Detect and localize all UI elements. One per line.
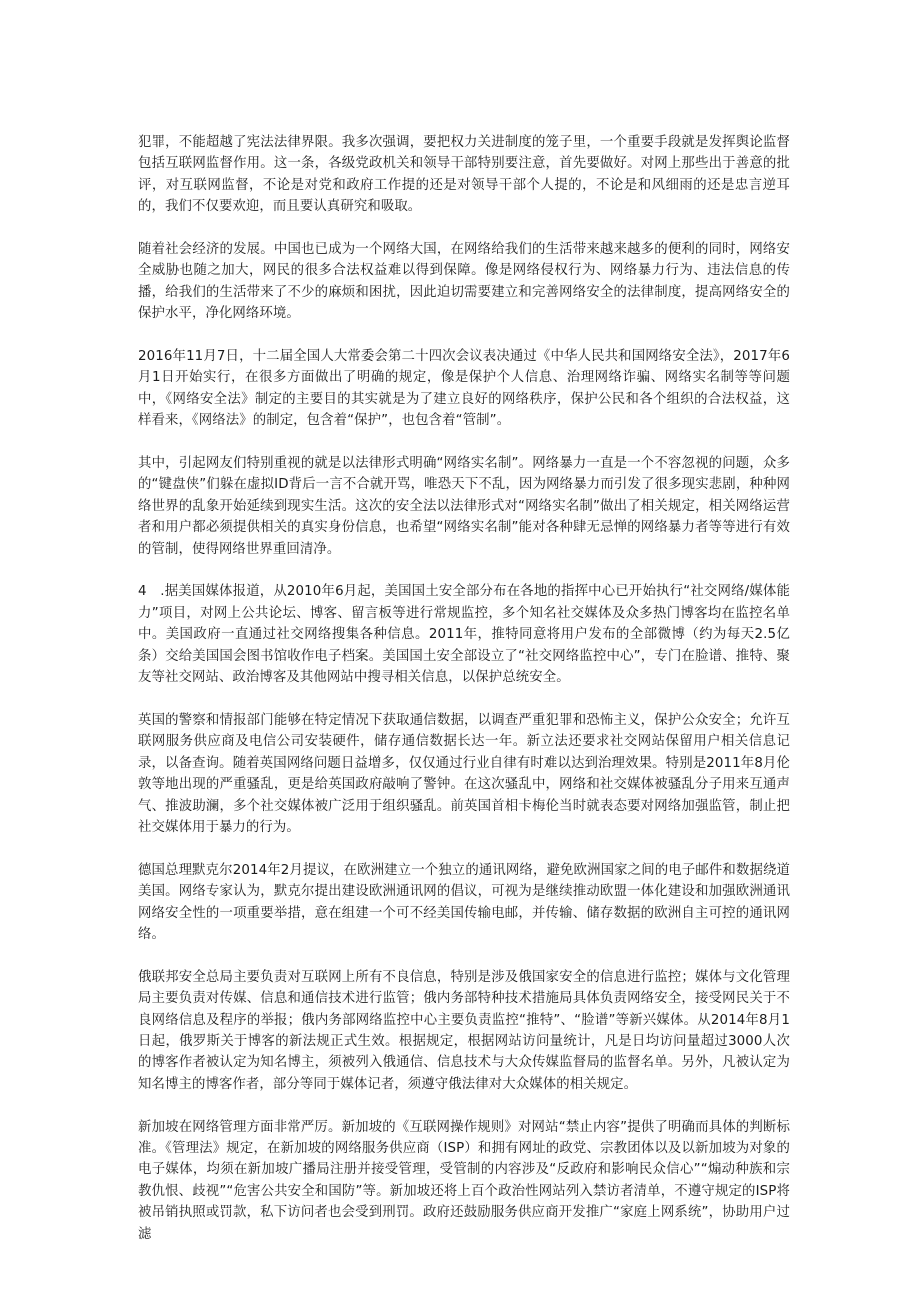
paragraph-2: 随着社会经济的发展。中国也已成为一个网络大国，在网络给我们的生活带来越来越多的便利的同时，网络安全威胁也随之加大，网民的很多合法权益难以得到保障。像是网络侵权行为、网络暴力行为、违法信息的传播，给我们的生活带来了不少的麻烦和困扰，因此迫切需要建立和完善网络安全的法律制度，提高网络安全的保护水平，净化网络环境。: [138, 242, 790, 322]
paragraph-7: 德国总理默克尔2014年2月提议，在欧洲建立一个独立的通讯网络，避免欧洲国家之间的电子邮件和数据绕道美国。网络专家认为，默克尔提出建设欧洲通讯网的倡议，可视为是继续推动欧盟一体化建设和加强欧洲通讯网络安全性的一项重要举措，意在组建一个可不经美国传输电邮，并传输、储存数据的欧洲自主可控的通讯网络。: [138, 862, 790, 942]
paragraph-8: 俄联邦安全总局主要负责对互联网上所有不良信息，特别是涉及俄国家安全的信息进行监控；媒体与文化管理局主要负责对传媒、信息和通信技术进行监管；俄内务部特种技术措施局具体负责网络安全，接受网民关于不良网络信息及程序的举报；俄内务部网络监控中心主要负责监控“推特”、“脸谱”等新兴媒体。从2014年8月1日起，俄罗斯关于博客的新法规正式生效。根据规定，根据网站访问量统计，凡是日均访问量超过3000人次的博客作者被认定为知名博主，须被列入俄通信、信息技术与大众传媒监督局的监督名单。另外，凡被认定为知名博主的博客作者，部分等同于媒体记者，须遵守俄法律对大众媒体的相关规定。: [138, 969, 790, 1092]
paragraph-4: 其中，引起网友们特别重视的就是以法律形式明确“网络实名制”。网络暴力一直是一个不容忽视的问题，众多的“键盘侠”们躲在虚拟ID背后一言不合就开骂，唯恐天下不乱，因为网络暴力而引发了很多现实悲剧，种种网络世界的乱象开始延续到现实生活。这次的安全法以法律形式对“网络实名制”做出了相关规定，相关网络运营者和用户都必须提供相关的真实身份信息，也希望“网络实名制”能对各种肆无忌惮的网络暴力者等等进行有效的管制，使得网络世界重回清净。: [138, 456, 790, 557]
paragraph-5: 4 .据美国媒体报道，从2010年6月起，美国国土安全部分布在各地的指挥中心已开始执行“社交网络/媒体能力”项目，对网上公共论坛、博客、留言板等进行常规监控，多个知名社交媒体及众多热门博客均在监控名单中。美国政府一直通过社交网络搜集各种信息。2011年，推特同意将用户发布的全部微博（约为每天2.5亿条）交给美国国会图书馆收作电子档案。美国国土安全部设立了“社交网络监控中心”，专门在脸谱、推特、聚友等社交网站、政治博客及其他网站中搜寻相关信息，以保护总统安全。: [138, 584, 790, 686]
paragraph-9: 新加坡在网络管理方面非常严厉。新加坡的《互联网操作规则》对网站“禁止内容”提供了明确而具体的判断标准。《管理法》规定，在新加坡的网络服务供应商（ISP）和拥有网址的政党、宗教团体以及以新加坡为对象的电子媒体，均须在新加坡广播局注册并接受管理，受管制的内容涉及“反政府和影响民众信心”“煽动种族和宗教仇恨、歧视”“危害公共安全和国防”等。新加坡还将上百个政治性网站列入禁访者清单，不遵守规定的ISP将被吊销执照或罚款，私下访问者也会受到刑罚。政府还鼓励服务供应商开发推广“家庭上网系统”，协助用户过滤: [138, 1119, 790, 1242]
paragraph-1: 犯罪，不能超越了宪法法律界限。我多次强调，要把权力关进制度的笼子里，一个重要手段就是发挥舆论监督包括互联网监督作用。这一条，各级党政机关和领导干部特别要注意，首先要做好。对网上那些出于善意的批评，对互联网监督，不论是对党和政府工作提的还是对领导干部个人提的，不论是和风细雨的还是忠言逆耳的，我们不仅要欢迎，而且要认真研究和吸取。: [138, 135, 790, 215]
document-body: [138, 132, 790, 1245]
paragraph-6: 英国的警察和情报部门能够在特定情况下获取通信数据，以调查严重犯罪和恐怖主义，保护公众安全；允许互联网服务供应商及电信公司安装硬件，储存通信数据长达一年。新立法还要求社交网站保留用户相关信息记录，以备查询。随着英国网络问题日益增多，仅仅通过行业自律有时难以达到治理效果。特别是2011年8月伦敦等地出现的严重骚乱，更是给英国政府敲响了警钟。在这次骚乱中，网络和社交媒体被骚乱分子用来互通声气、推波助澜，多个社交媒体被广泛用于组织骚乱。前英国首相卡梅伦当时就表态要对网络加强监管，制止把社交媒体用于暴力的行为。: [138, 712, 790, 835]
paragraph-3: 2016年11月7日，十二届全国人大常委会第二十四次会议表决通过《中华人民共和国网络安全法》，2017年6月1日开始实行，在很多方面做出了明确的规定，像是保护个人信息、治理网络诈骗、网络实名制等等问题中，《网络安全法》制定的主要目的其实就是为了建立良好的网络秩序，保护公民和各个组织的合法权益，这样看来，《网络法》的制定，包含着“保护”，也包含着“管制”。: [138, 349, 790, 429]
